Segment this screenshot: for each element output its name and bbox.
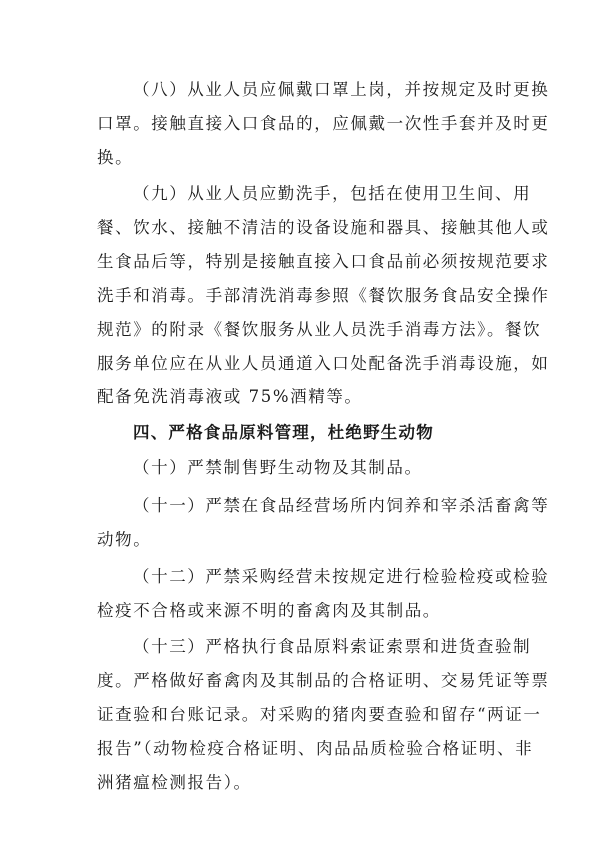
paragraph-8-line-1: （八）从业人员应佩戴口罩上岗，并按规定及时更换 <box>133 80 550 99</box>
paragraph-11-line-2: 动物。 <box>97 530 152 549</box>
paragraph-13-line-2: 度。严格做好畜禽肉及其制品的合格证明、交易凭证等票 <box>97 671 550 690</box>
paragraph-13-line-4: 报告”（动物检疫合格证明、肉品品质检验合格证明、非 <box>97 739 534 758</box>
paragraph-13-line-5: 洲猪瘟检测报告）。 <box>97 773 252 792</box>
paragraph-9-line-3: 生食品后等，特别是接触直接入口食品前必须按规范要求 <box>97 252 550 271</box>
paragraph-13-line-3: 证查验和台账记录。对采购的猪肉要查验和留存“两证一 <box>97 705 542 724</box>
paragraph-9-line-6: 服务单位应在从业人员通道入口处配备洗手消毒设施，如 <box>97 354 550 373</box>
paragraph-10-line-1: （十）严禁制售野生动物及其制品。 <box>133 458 423 477</box>
paragraph-9-line-4: 洗手和消毒。手部清洗消毒参照《餐饮服务食品安全操作 <box>97 286 550 305</box>
paragraph-9-line-2: 餐、饮水、接触不清洁的设备设施和器具、接触其他人或 <box>97 218 550 237</box>
paragraph-12-line-2: 检疫不合格或来源不明的畜禽肉及其制品。 <box>97 601 441 620</box>
paragraph-8-line-3: 换。 <box>97 148 134 167</box>
paragraph-9-line-5: 规范》的附录《餐饮服务从业人员洗手消毒方法》。餐饮 <box>97 320 542 339</box>
paragraph-13-line-1: （十三）严格执行食品原料索证索票和进货查验制 <box>133 637 532 656</box>
section-heading: 四、严格食品原料管理，杜绝野生动物 <box>133 423 434 442</box>
paragraph-11-line-1: （十一）严禁在食品经营场所内饲养和宰杀活畜禽等 <box>133 496 550 515</box>
paragraph-12-line-1: （十二）严禁采购经营未按规定进行检验检疫或检验 <box>133 567 550 586</box>
paragraph-8-line-2: 口罩。接触直接入口食品的，应佩戴一次性手套并及时更 <box>97 114 550 133</box>
paragraph-9-line-7: 配备免洗消毒液或 75%酒精等。 <box>97 387 363 406</box>
paragraph-9-line-1: （九）从业人员应勤洗手，包括在使用卫生间、用 <box>133 184 532 203</box>
